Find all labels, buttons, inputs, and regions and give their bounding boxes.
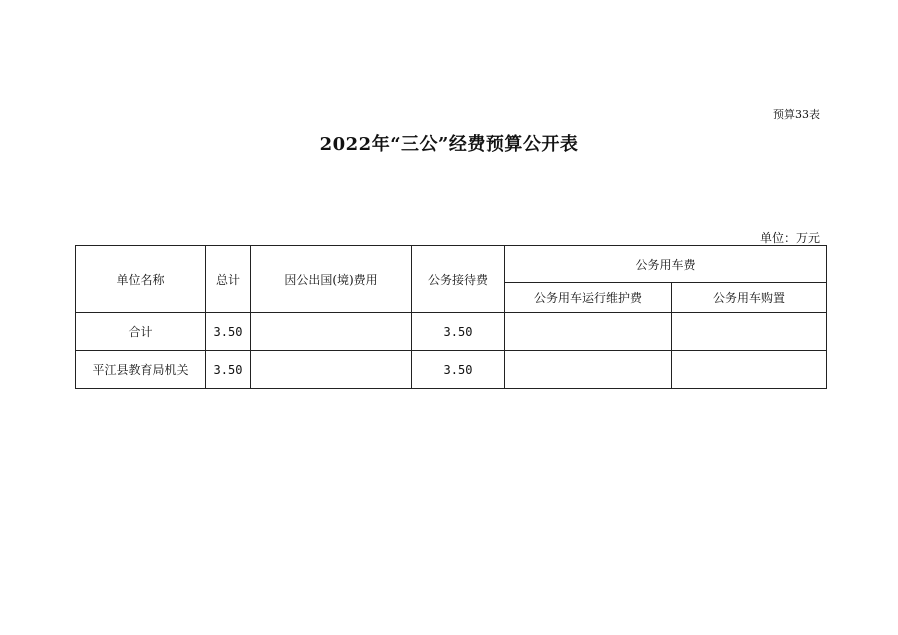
cell-overseas	[251, 313, 412, 351]
header-vehicle: 公务用车费	[505, 246, 827, 283]
header-overseas: 因公出国(境)费用	[251, 246, 412, 313]
cell-unit-name: 合计	[76, 313, 206, 351]
header-row	[76, 246, 827, 283]
unit-label: 单位：万元	[759, 231, 820, 245]
budget-table	[75, 245, 827, 389]
header-unit-name: 单位名称	[76, 246, 206, 313]
header-reception: 公务接待费	[412, 246, 505, 313]
cell-reception: 3.50	[412, 313, 505, 351]
cell-vehicle-operation	[505, 351, 672, 389]
cell-unit-name: 平江县教育局机关	[76, 351, 206, 389]
cell-overseas	[251, 351, 412, 389]
cell-reception: 3.50	[412, 351, 505, 389]
page-reference: 预算33表	[773, 108, 820, 121]
cell-total: 3.50	[206, 313, 251, 351]
cell-vehicle-purchase	[672, 313, 827, 351]
header-vehicle-operation: 公务用车运行维护费	[505, 283, 672, 313]
header-vehicle-purchase: 公务用车购置	[672, 283, 827, 313]
cell-vehicle-operation	[505, 313, 672, 351]
cell-vehicle-purchase	[672, 351, 827, 389]
page-title: 2022年“三公”经费预算公开表	[319, 134, 579, 155]
table-row	[76, 351, 827, 389]
header-total: 总计	[206, 246, 251, 313]
table-row	[76, 313, 827, 351]
cell-total: 3.50	[206, 351, 251, 389]
